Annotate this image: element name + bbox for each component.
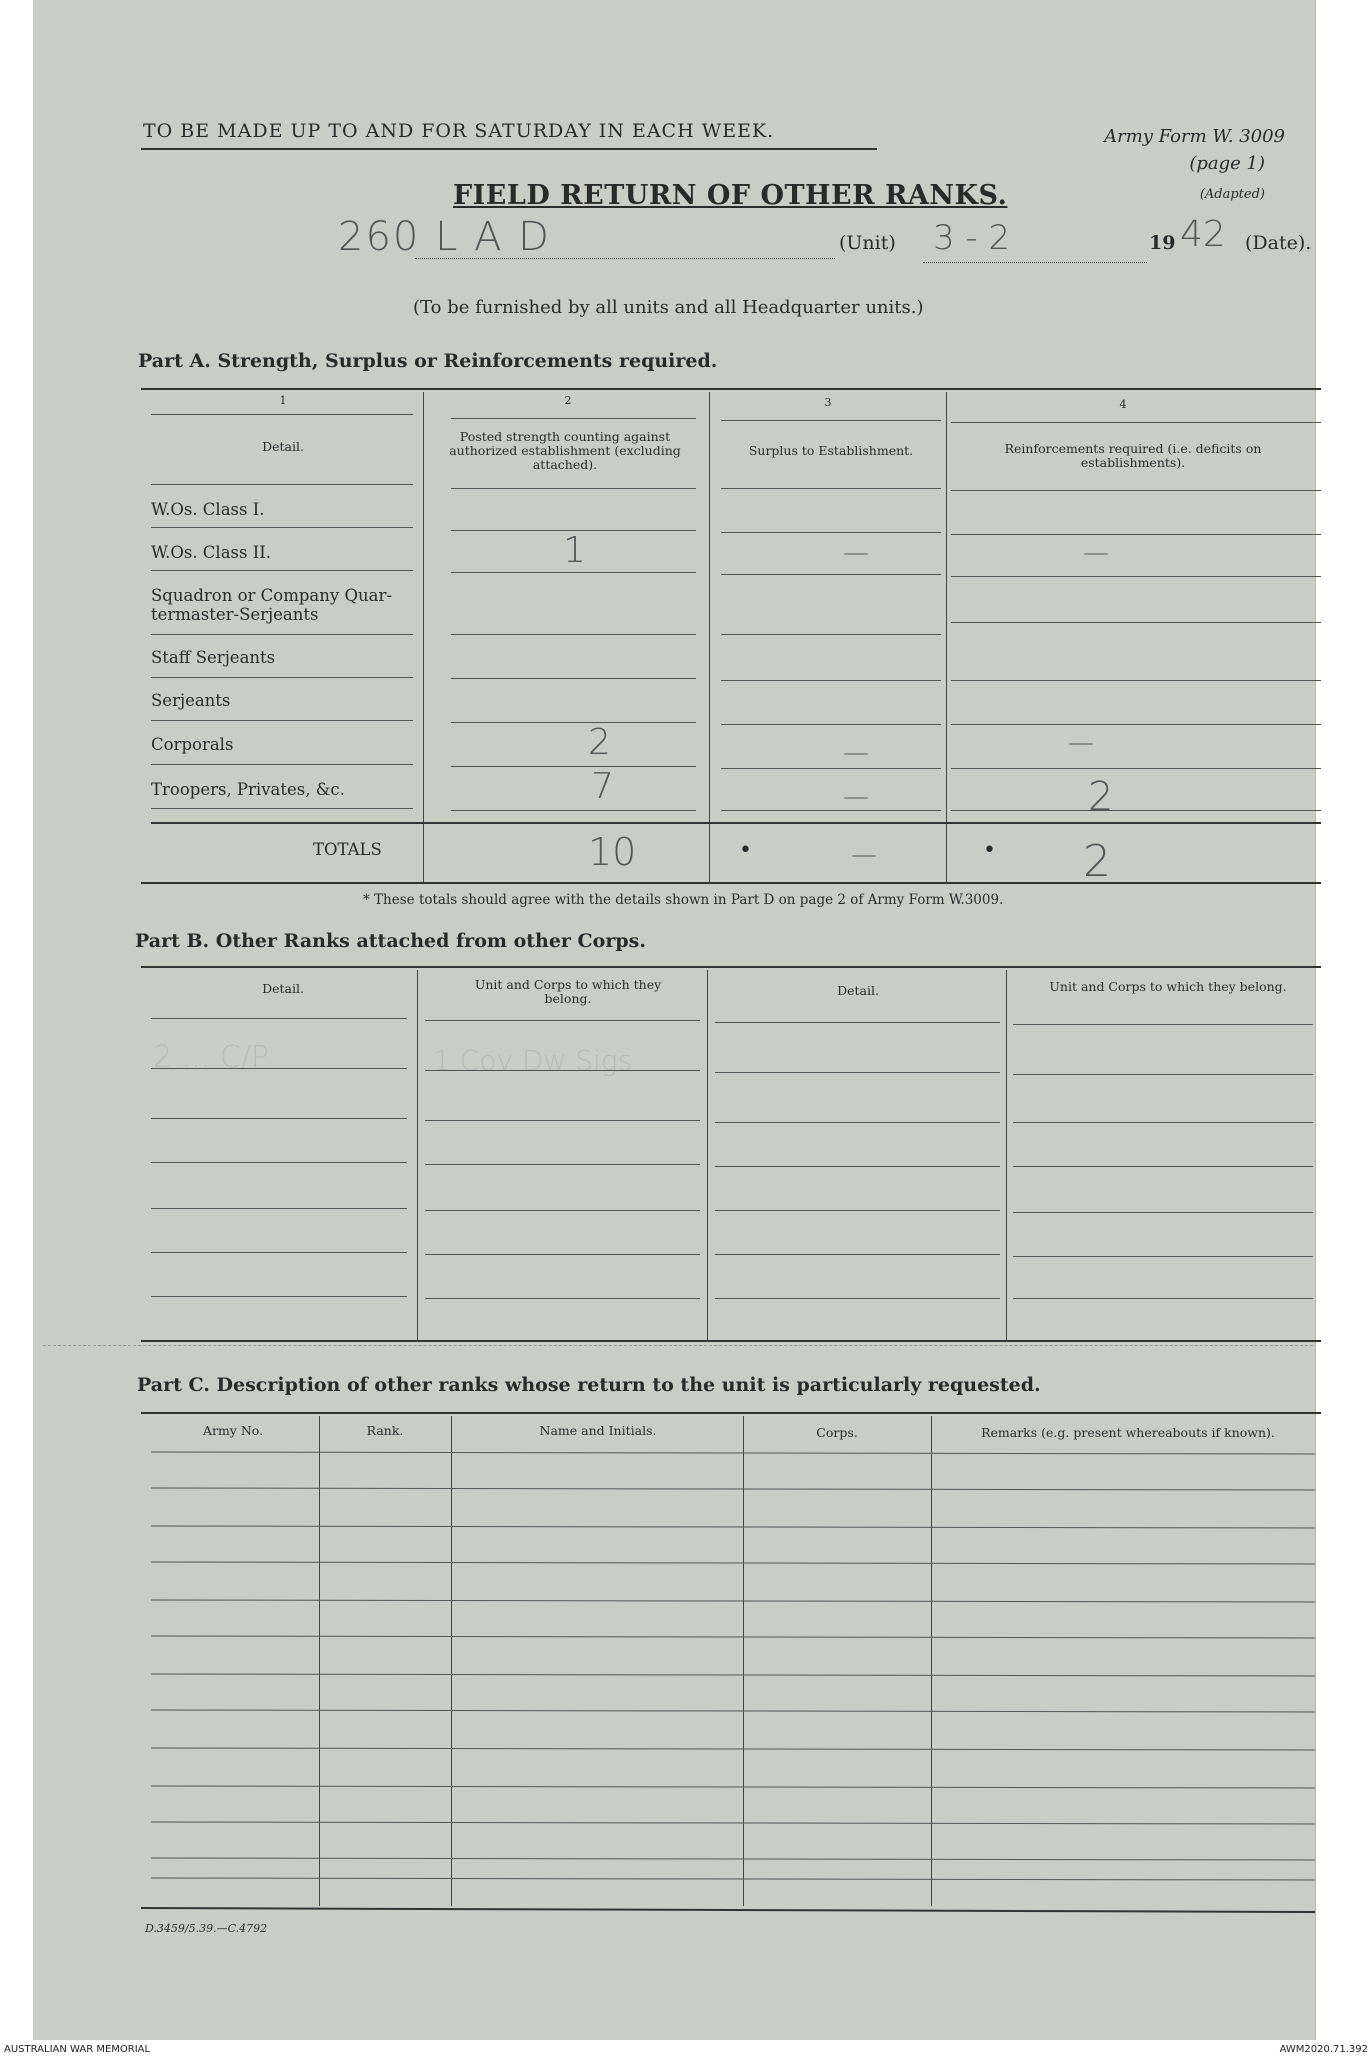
col-header-detail: Detail.: [262, 439, 304, 454]
totals-label: TOTALS: [313, 840, 382, 859]
print-code: D.3459/5.39.—C.4792: [145, 1922, 268, 1935]
subtitle: (To be furnished by all units and all Headquarter units.): [413, 297, 924, 318]
part-c-row-rule: [151, 1526, 1315, 1528]
col-number-2: 2: [564, 394, 572, 407]
year-prefix: 19: [1149, 232, 1176, 254]
totals-surplus: —: [851, 840, 877, 870]
col-header-reinforcements: Reinforcements required (i.e. deficits on establishments).: [1004, 441, 1262, 470]
form-adapted: (Adapted): [1199, 187, 1265, 202]
part-c-col-name: Name and Initials.: [539, 1423, 657, 1438]
privates-reinf: 2: [1088, 774, 1114, 820]
part-c-col-army-no: Army No.: [202, 1423, 264, 1438]
part-b-col-unit-1: Unit and Corps to which they belong.: [474, 977, 662, 1006]
instruction-text: TO BE MADE UP TO AND FOR SATURDAY IN EACH WEEK.: [143, 120, 775, 142]
unit-label: (Unit): [839, 232, 896, 254]
col-header-posted: Posted strength counting against authorized establishment (excluding attached).: [449, 429, 681, 472]
form-title: FIELD RETURN OF OTHER RANKS.: [453, 180, 1008, 211]
part-c-row-rule: [151, 1748, 1315, 1750]
form-name: Army Form W. 3009: [1104, 126, 1285, 147]
corporals-reinf: —: [1068, 728, 1094, 758]
wo2-surplus: —: [843, 538, 869, 568]
part-c-row-rule: [151, 1822, 1315, 1824]
part-c-row-rule: [151, 1878, 1315, 1880]
corporals-surplus: —: [843, 738, 869, 768]
totals-reinf-asterisk: •: [983, 838, 996, 863]
part-b-faint-unit: 1 Cov Dw Sigs: [433, 1044, 633, 1077]
part-c-row-rule: [151, 1786, 1315, 1788]
part-c-row-rule: [151, 1636, 1315, 1638]
part-c-col-corps: Corps.: [816, 1425, 858, 1440]
row-label-cqms: Squadron or Company Quar-termaster-Serjeants: [151, 586, 392, 624]
part-c-row-rule: [151, 1452, 1315, 1454]
col-number-4: 4: [1119, 398, 1127, 411]
wo2-posted: 1: [563, 530, 586, 571]
part-c-row-rule: [151, 1488, 1315, 1490]
col-number-3: 3: [824, 396, 832, 409]
wo2-reinf: —: [1083, 538, 1109, 568]
date-label: (Date).: [1245, 232, 1312, 254]
row-label-privates: Troopers, Privates, &c.: [151, 780, 345, 799]
part-c-bottom-rule: [141, 1908, 1315, 1912]
part-c-row-rule: [151, 1600, 1315, 1602]
part-b-faint-entry: 2 ... C/P: [153, 1040, 269, 1075]
part-c-row-rule: [151, 1858, 1315, 1860]
footer-bar: [0, 2040, 1372, 2061]
form-sheet: [33, 0, 1316, 2040]
part-c-row-rule: [151, 1562, 1315, 1564]
part-c-heading: Part C. Description of other ranks whose return to the unit is particularly requested.: [137, 1374, 1041, 1396]
part-b-col-detail-2: Detail.: [837, 983, 879, 998]
part-c-row-rule: [151, 1710, 1315, 1712]
unit-value: 260 L A D: [338, 214, 551, 260]
part-b-heading: Part B. Other Ranks attached from other Corps.: [135, 930, 646, 952]
totals-reinf: 2: [1083, 836, 1111, 887]
footer-right: AWM2020.71.392: [1279, 2044, 1368, 2055]
year-value: 42: [1180, 214, 1226, 255]
part-c-col-rank: Rank.: [366, 1423, 404, 1438]
form-page: (page 1): [1189, 153, 1265, 174]
row-label-staff-serjeants: Staff Serjeants: [151, 648, 276, 667]
part-c-row-lines: [33, 0, 1315, 2040]
col-number-1: 1: [279, 394, 287, 407]
part-b-col-detail-1: Detail.: [262, 981, 304, 996]
privates-posted: 7: [591, 766, 614, 807]
row-label-serjeants: Serjeants: [151, 691, 231, 710]
part-c-col-remarks: Remarks (e.g. present whereabouts if known).: [981, 1425, 1275, 1440]
totals-posted: 10: [588, 830, 637, 874]
totals-surplus-asterisk: •: [739, 838, 752, 863]
row-label-corporals: Corporals: [151, 735, 234, 754]
row-label-wo2: W.Os. Class II.: [151, 543, 272, 562]
col-header-surplus: Surplus to Establishment.: [748, 443, 914, 458]
part-c-row-rule: [151, 1674, 1315, 1676]
part-a-heading: Part A. Strength, Surplus or Reinforcements required.: [138, 350, 718, 372]
corporals-posted: 2: [588, 722, 611, 763]
totals-note: * These totals should agree with the details shown in Part D on page 2 of Army Form W.3009.: [363, 892, 1004, 908]
part-b-col-unit-2: Unit and Corps to which they belong.: [1049, 979, 1287, 994]
footer-left: AUSTRALIAN WAR MEMORIAL: [4, 2044, 151, 2055]
privates-surplus: —: [843, 782, 869, 812]
date-value: 3 - 2: [933, 218, 1011, 258]
row-label-wo1: W.Os. Class I.: [151, 500, 265, 519]
